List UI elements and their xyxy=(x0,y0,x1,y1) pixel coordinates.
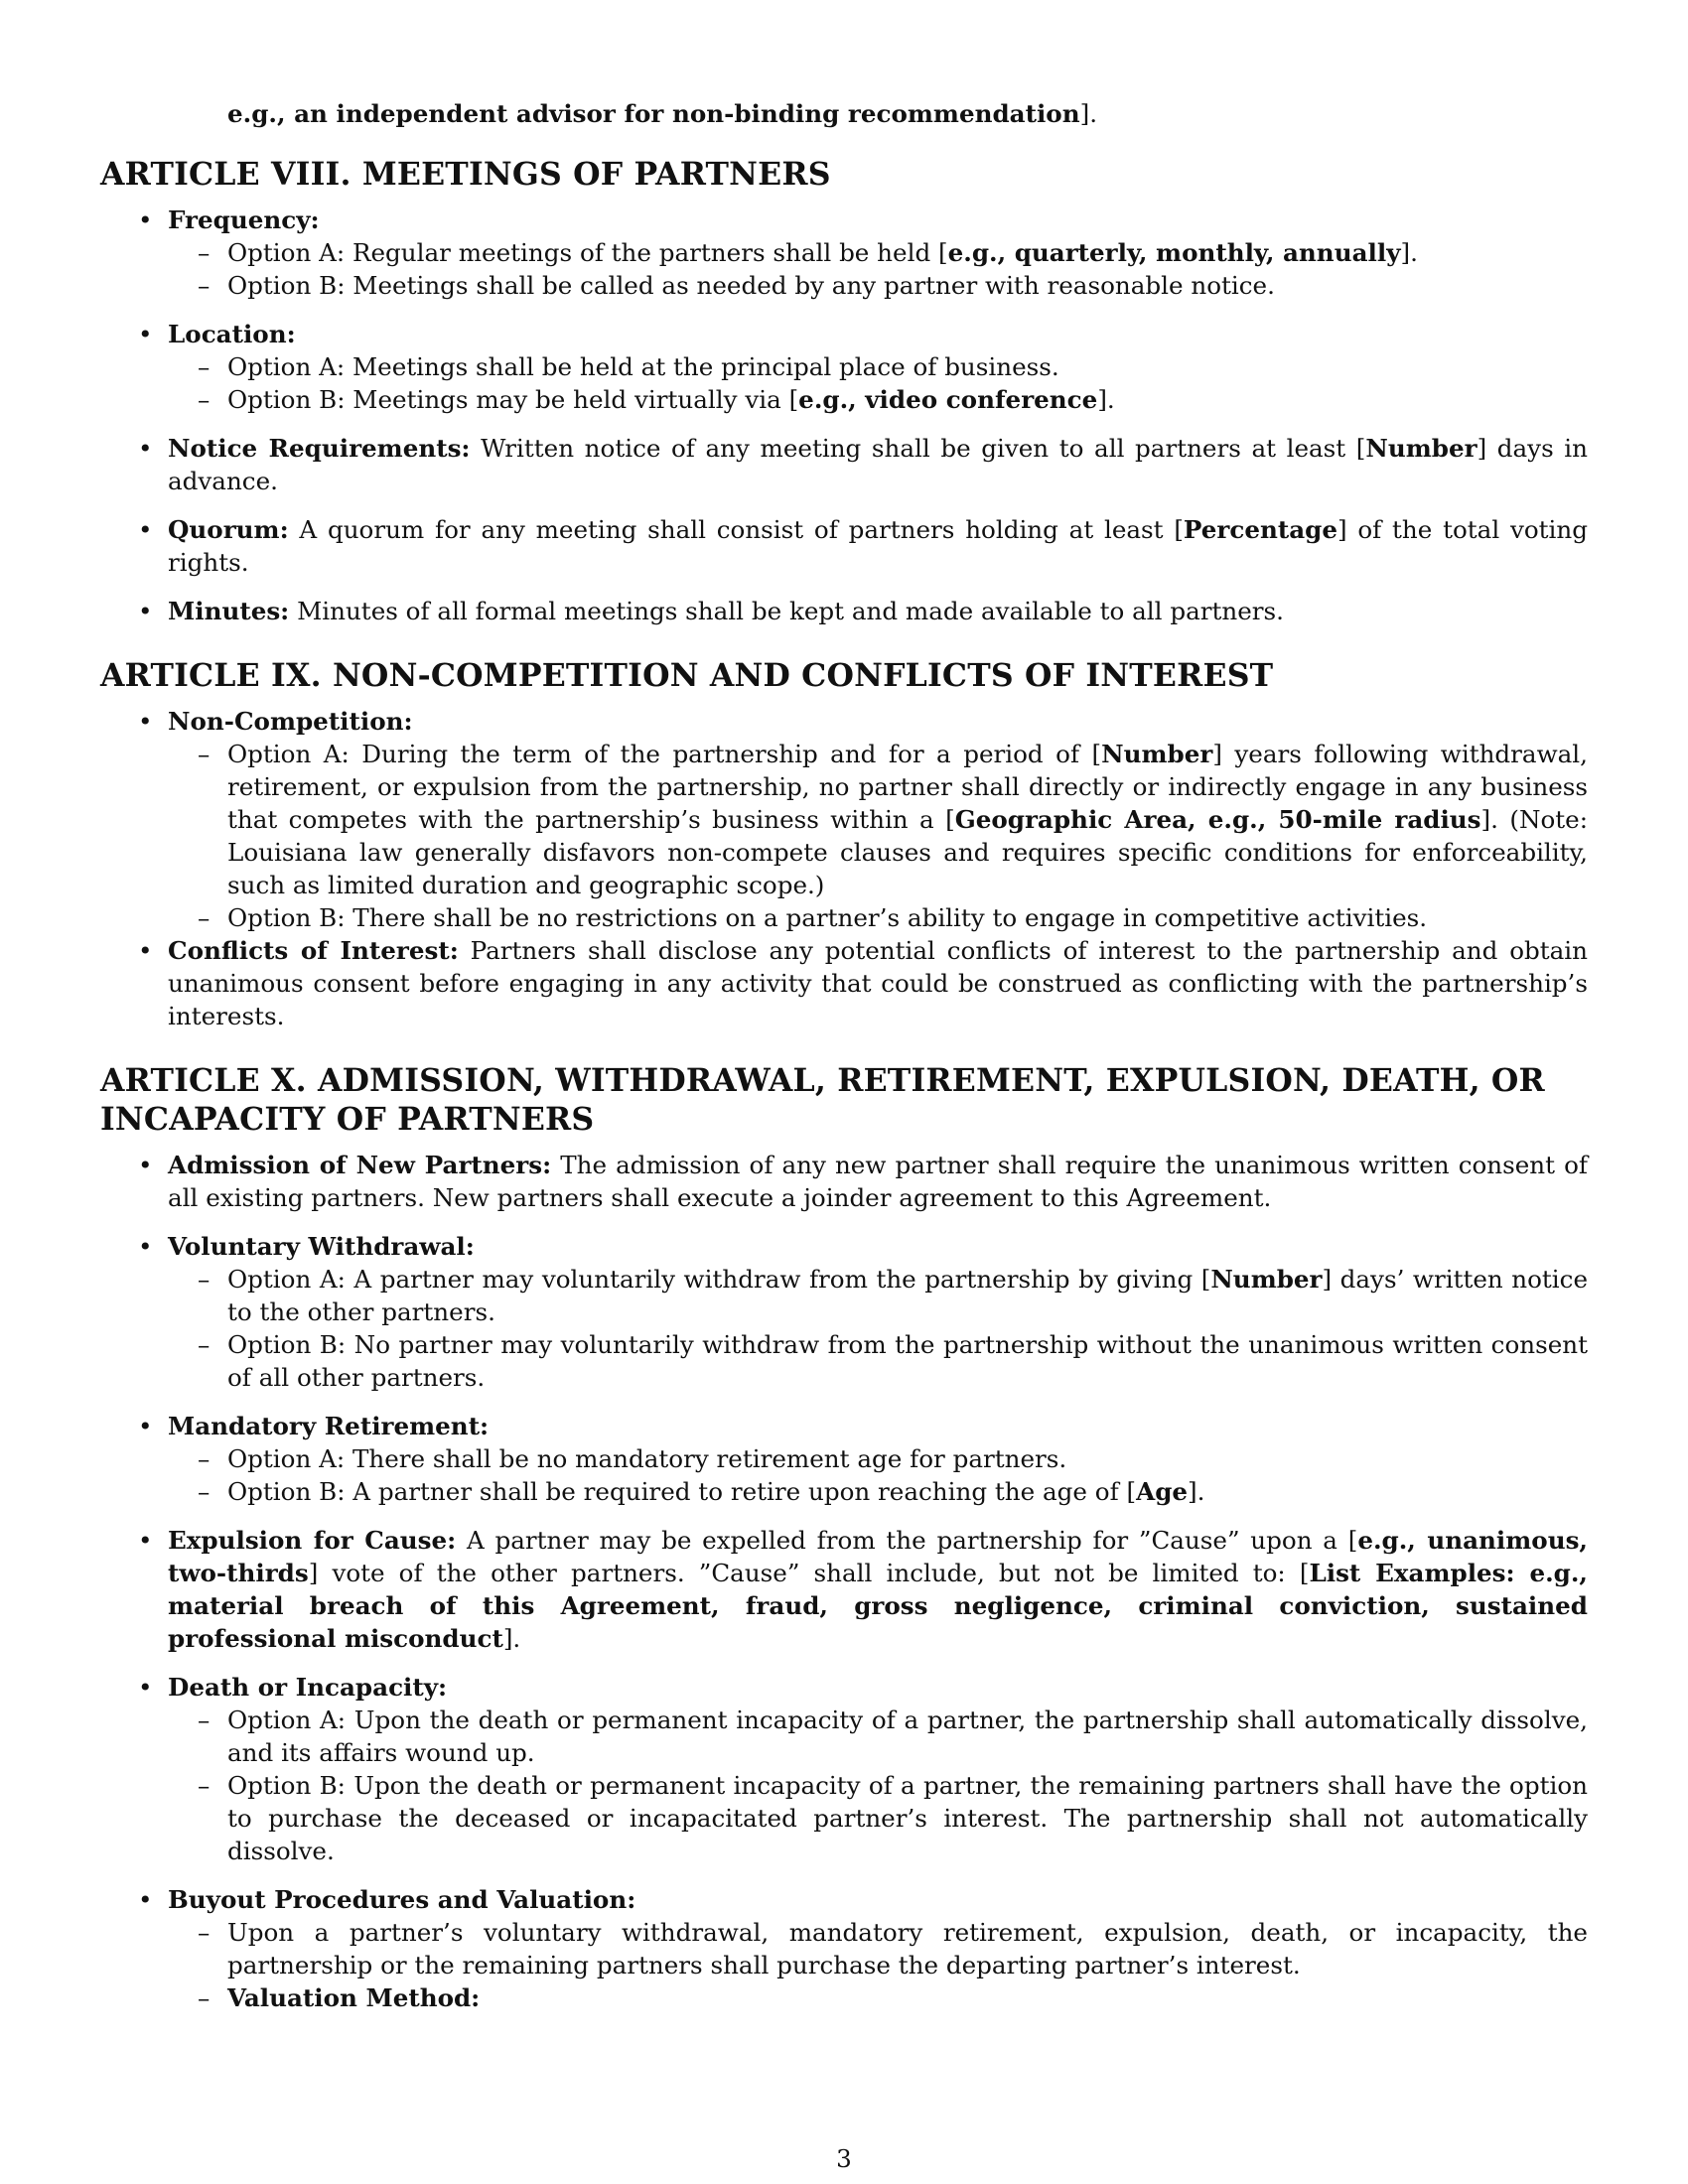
conflicts-item: • Conflicts of Interest: Partners shall disclose any potential conflicts of interest to the partnership and obtain unanimous consent before engaging in any activity that could be construed as conflicting with the partnership’s interests. xyxy=(100,934,1588,1032)
notice-item: • Notice Requirements: Written notice of any meeting shall be given to all partners at least [Number] days in advance. xyxy=(100,432,1588,497)
minutes-item: • Minutes: Minutes of all formal meetings shall be kept and made available to all partners. xyxy=(100,595,1588,627)
buyout-procedure: – Upon a partner’s voluntary withdrawal, mandatory retirement, expulsion, death, or incapacity, the partnership or the remaining partners shall purchase the departing partner’s interest. xyxy=(168,1916,1588,1981)
withdrawal-item: • Voluntary Withdrawal: – Option A: A partner may voluntarily withdraw from the partnership by giving [Number] days’ written notice to the other partners. – Option B: No partner may voluntarily withdraw from the partnership without the unanimous written consent of all other partners. xyxy=(100,1230,1588,1394)
expulsion-item: • Expulsion for Cause: A partner may be expelled from the partnership for ”Cause” upon a [e.g., unanimous, two-thirds] vote of the other partners. ”Cause” shall include, but not be limited to: [List Examples: e.g., material breach of this Agreement, fraud, gross negligence, criminal conviction, sustained professional misconduct]. xyxy=(100,1524,1588,1655)
location-option-a: – Option A: Meetings shall be held at the principal place of business. xyxy=(168,350,1588,383)
withdrawal-option-a: – Option A: A partner may voluntarily withdraw from the partnership by giving [Number] days’ written notice to the other partners. xyxy=(168,1263,1588,1328)
retirement-option-a: – Option A: There shall be no mandatory retirement age for partners. xyxy=(168,1442,1588,1475)
withdrawal-options xyxy=(168,1263,1588,1394)
buyout-options xyxy=(168,1916,1588,2014)
non-competition-option-a: – Option A: During the term of the partnership and for a period of [Number] years following withdrawal, retirement, or expulsion from the partnership, no partner shall directly or indirectly engage in any business that competes with the partnership’s business within a [Geographic Area, e.g., 50-mile radius]. (Note: Louisiana law generally disfavors non-compete clauses and requires specific conditions for enforceability, such as limited duration and geographic scope.) xyxy=(168,738,1588,901)
death-option-a: – Option A: Upon the death or permanent incapacity of a partner, the partnership shall automatically dissolve, and its affairs wound up. xyxy=(168,1704,1588,1769)
non-competition-options xyxy=(168,738,1588,934)
article-8-heading: ARTICLE VIII. MEETINGS OF PARTNERS xyxy=(100,156,831,193)
article-9-heading: ARTICLE IX. NON-COMPETITION AND CONFLICTS OF INTEREST xyxy=(100,657,1274,694)
article-10-heading: ARTICLE X. ADMISSION, WITHDRAWAL, RETIREMENT, EXPULSION, DEATH, OR INCAPACITY OF PARTNERS xyxy=(100,1062,1545,1138)
retirement-options xyxy=(168,1442,1588,1508)
death-item: • Death or Incapacity: – Option A: Upon the death or permanent incapacity of a partner, the partnership shall automatically dissolve, and its affairs wound up. – Option B: Upon the death or permanent incapacity of a partner, the remaining partners shall have the option to purchase the deceased or incapacitated partner’s interest. The partnership shall not automatically dissolve. xyxy=(100,1671,1588,1867)
admission-item: • Admission of New Partners: The admission of any new partner shall require the unanimous written consent of all existing partners. New partners shall execute a joinder agreement to this Agreement. xyxy=(100,1149,1588,1214)
non-competition-option-b: – Option B: There shall be no restrictions on a partner’s ability to engage in competitive activities. xyxy=(168,901,1588,934)
article-9-list xyxy=(100,705,1588,1032)
location-item: • Location: – Option A: Meetings shall be held at the principal place of business. – Option B: Meetings may be held virtually via [e.g., video conference]. xyxy=(100,318,1588,416)
frequency-options xyxy=(168,236,1588,302)
document-page xyxy=(100,97,1588,2014)
non-competition-item: • Non-Competition: – Option A: During the term of the partnership and for a period of [Number] years following withdrawal, retirement, or expulsion from the partnership, no partner shall directly or indirectly engage in any business that competes with the partnership’s business within a [Geographic Area, e.g., 50-mile radius]. (Note: Louisiana law generally disfavors non-compete clauses and requires specific conditions for enforceability, such as limited duration and geographic scope.) – Option B: There shall be no restrictions on a partner’s ability to engage in competitive activities. xyxy=(100,705,1588,934)
quorum-item: • Quorum: A quorum for any meeting shall consist of partners holding at least [Percentage] of the total voting rights. xyxy=(100,513,1588,579)
death-option-b: – Option B: Upon the death or permanent incapacity of a partner, the remaining partners shall have the option to purchase the deceased or incapacitated partner’s interest. The partnership shall not automatically dissolve. xyxy=(168,1769,1588,1867)
page-number: 3 xyxy=(836,2144,852,2173)
valuation-method: – Valuation Method: xyxy=(168,1981,1588,2014)
frequency-option-a: – Option A: Regular meetings of the partners shall be held [e.g., quarterly, monthly, annually]. xyxy=(168,236,1588,269)
frequency-item: • Frequency: – Option A: Regular meetings of the partners shall be held [e.g., quarterly, monthly, annually]. – Option B: Meetings shall be called as needed by any partner with reasonable notice. xyxy=(100,204,1588,302)
location-options xyxy=(168,350,1588,416)
retirement-item: • Mandatory Retirement: – Option A: There shall be no mandatory retirement age for partners. – Option B: A partner shall be required to retire upon reaching the age of [Age]. xyxy=(100,1410,1588,1508)
buyout-item: • Buyout Procedures and Valuation: – Upon a partner’s voluntary withdrawal, mandatory retirement, expulsion, death, or incapacity, the partnership or the remaining partners shall purchase the departing partner’s interest. – Valuation Method: xyxy=(100,1883,1588,2014)
death-options xyxy=(168,1704,1588,1867)
frequency-option-b: – Option B: Meetings shall be called as needed by any partner with reasonable notice. xyxy=(168,269,1588,302)
retirement-option-b: – Option B: A partner shall be required to retire upon reaching the age of [Age]. xyxy=(168,1475,1588,1508)
location-option-b: – Option B: Meetings may be held virtually via [e.g., video conference]. xyxy=(168,383,1588,416)
article-10-list xyxy=(100,1149,1588,2014)
article-8-list xyxy=(100,204,1588,627)
withdrawal-option-b: – Option B: No partner may voluntarily withdraw from the partnership without the unanimous written consent of all other partners. xyxy=(168,1328,1588,1394)
continuation-text: e.g., an independent advisor for non-binding recommendation]. xyxy=(227,99,1098,128)
